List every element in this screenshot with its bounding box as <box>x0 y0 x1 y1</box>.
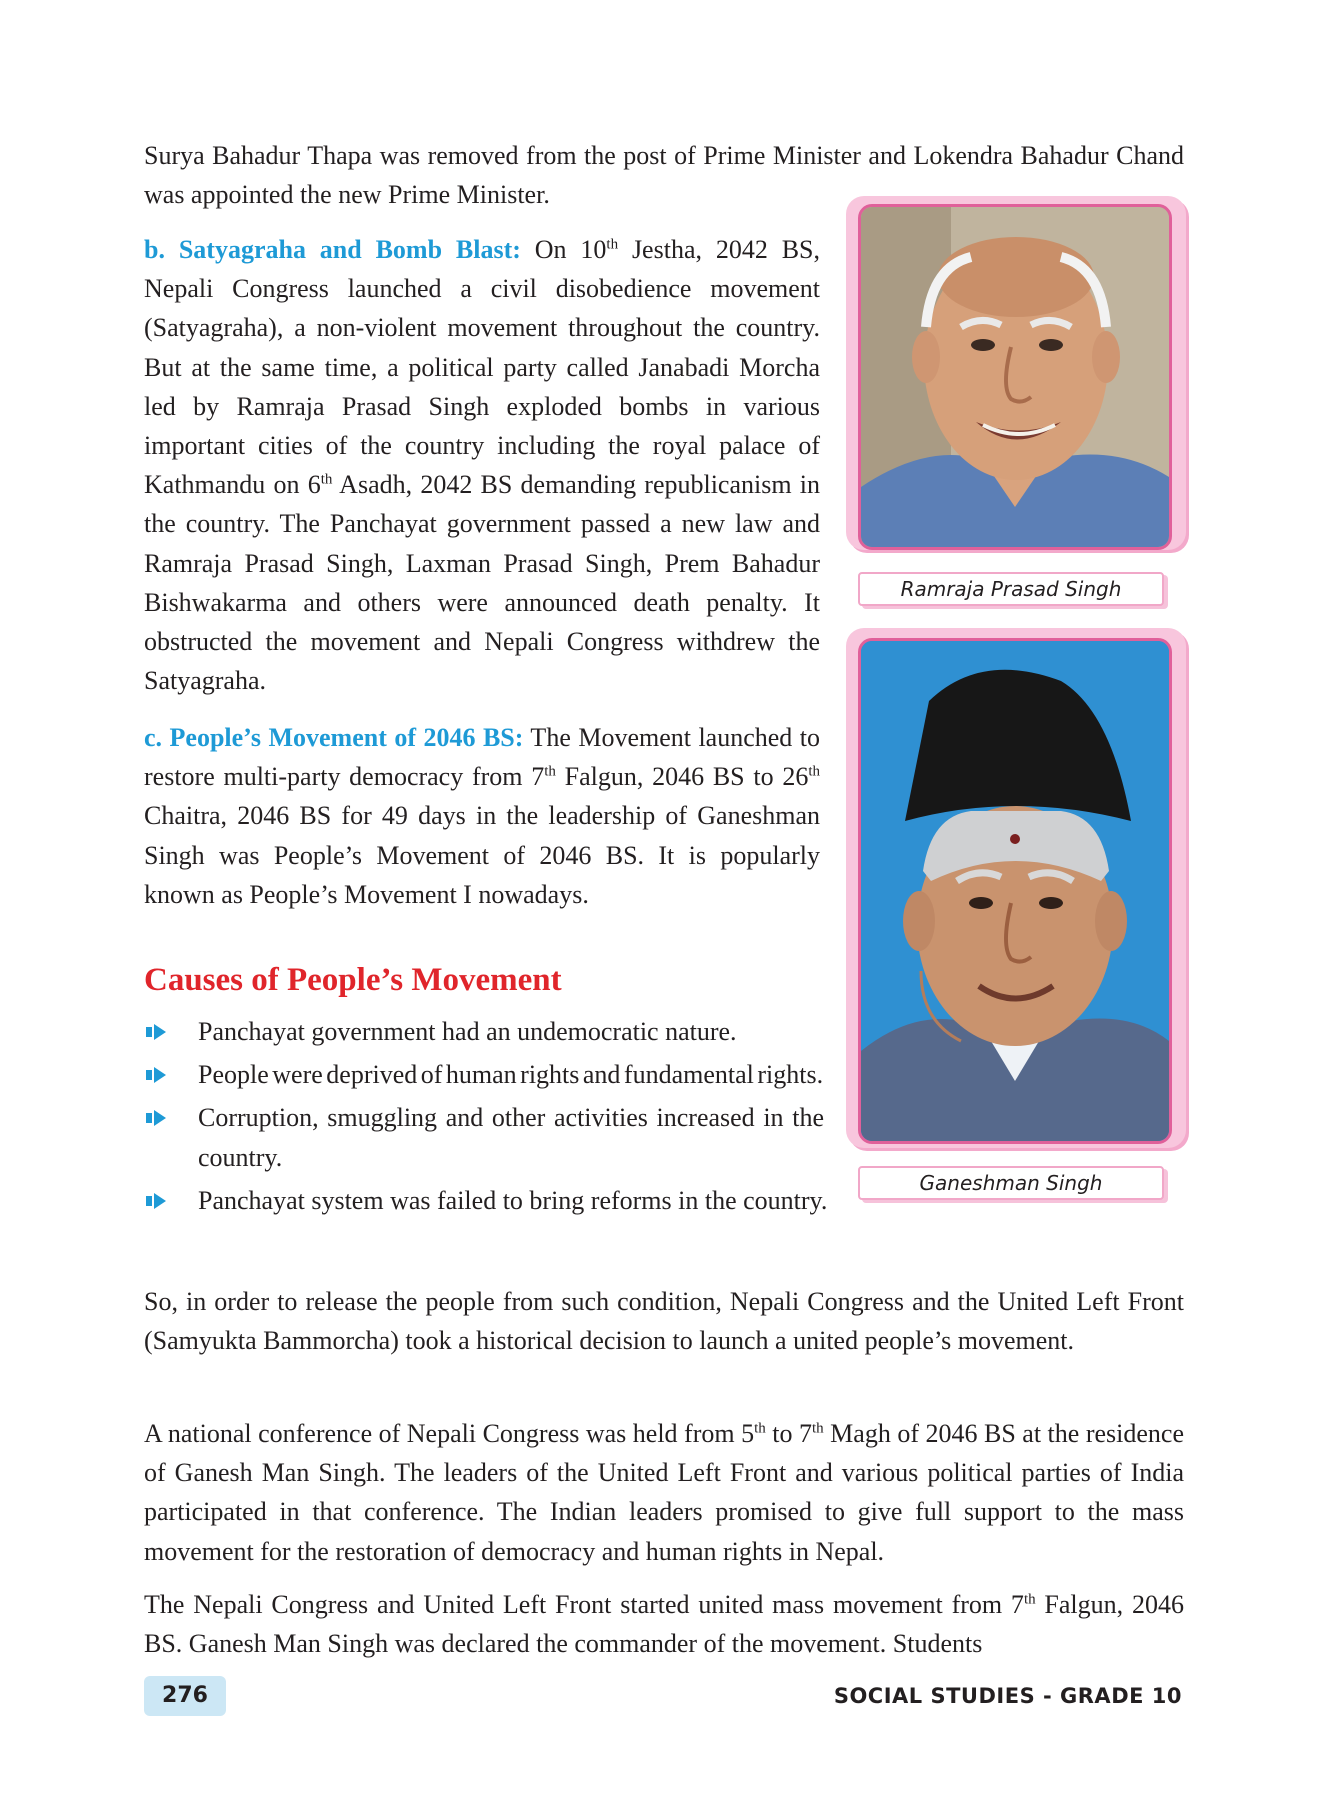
p2-text-2: to 7 <box>765 1419 812 1448</box>
p2-sup-2: th <box>812 1420 824 1437</box>
p3-sup-1: th <box>1023 1591 1036 1608</box>
pm-text-1: The Movement launched to restore multi-party democracy from 7 <box>144 723 821 792</box>
pm-text-2: Falgun, 2046 BS to 26 <box>555 762 809 792</box>
pm-sup-2: th <box>808 763 820 780</box>
cause-text: Panchayat government had an undemocratic nature. <box>198 1017 737 1046</box>
page-number: 276 <box>144 1676 226 1716</box>
causes-list <box>144 1012 828 1224</box>
arrow-bullet-icon <box>144 1066 170 1084</box>
ramraja-caption: Ramraja Prasad Singh <box>858 572 1164 606</box>
peoples-movement-paragraph <box>144 718 820 914</box>
paragraph-national-conference <box>144 1414 1184 1571</box>
satyagraha-text-3: Asadh, 2042 BS demanding republicanism in the country. The Panchayat government passed a new law and Ramraja Prasad Singh, Laxman Prasad Singh, Prem Bahadur Bishwakarma and others were announced death penalty. It obstructed the movement and Nepali Congress withdrew the Satyagraha. <box>144 470 821 696</box>
satyagraha-paragraph <box>144 230 820 700</box>
p2-text-3: Magh of 2046 BS at the residence of Ganesh Man Singh. The leaders of the United Left Front and various political parties of India participated in that conference. The Indian leaders promised to give full support to the mass movement for the restoration of democracy and human rights in Nepal. <box>144 1419 1184 1566</box>
paragraph-mass-movement <box>144 1585 1184 1663</box>
cause-text: Panchayat system was failed to bring reforms in the country. <box>198 1185 828 1215</box>
cause-text: Corruption, smuggling and other activities increased in the country. <box>198 1103 824 1172</box>
list-item <box>144 1012 824 1051</box>
pm-text-3: Chaitra, 2046 BS for 49 days in the leadership of Ganeshman Singh was People’s Movement of 2046 BS. It is popularly known as People’s Movement I nowadays. <box>144 801 820 909</box>
arrow-bullet-icon <box>144 1192 170 1210</box>
peoples-movement-heading: c. People’s Movement of 2046 BS: <box>144 723 524 752</box>
satyagraha-sup-2: th <box>320 471 333 488</box>
satyagraha-text-2: Jestha, 2042 BS, Nepali Congress launched a civil disobedience movement (Satyagraha), a non-violent movement throughout the country. But at the same time, a political party called Janabadi Morcha led by Ramraja Prasad Singh exploded bombs in various important cities of the country including the royal palace of Kathmandu on 6 <box>144 235 820 500</box>
satyagraha-heading: b. Satyagraha and Bomb Blast: <box>144 235 521 264</box>
ganeshman-caption: Ganeshman Singh <box>858 1166 1164 1200</box>
paragraph-united-movement: So, in order to release the people from such condition, Nepali Congress and the United Left Front (Samyukta Bammorcha) took a historical decision to launch a united people’s movement. <box>144 1287 1184 1356</box>
ganeshman-portrait-image <box>858 638 1172 1144</box>
causes-heading: Causes of People’s Movement <box>144 962 562 998</box>
arrow-bullet-icon <box>144 1023 170 1041</box>
ramraja-portrait-image <box>858 204 1172 550</box>
p2-sup-1: th <box>754 1420 766 1437</box>
arrow-bullet-icon <box>144 1109 170 1127</box>
book-title: SOCIAL STUDIES - GRADE 10 <box>833 1684 1182 1708</box>
pm-sup-1: th <box>544 763 556 780</box>
p3-text-2: Falgun, 2046 BS. Ganesh Man Singh was declared the commander of the movement. Students <box>144 1590 1184 1659</box>
list-item <box>144 1098 824 1176</box>
satyagraha-text-1: On 10 <box>520 235 607 264</box>
list-item <box>144 1055 824 1094</box>
p2-text-1: A national conference of Nepali Congress was held from 5 <box>144 1419 755 1448</box>
p3-text-1: The Nepali Congress and United Left Front started united mass movement from 7 <box>144 1590 1024 1619</box>
intro-paragraph: Surya Bahadur Thapa was removed from the post of Prime Minister and Lokendra Bahadur Chand was appointed the new Prime Minister. <box>144 141 1184 210</box>
satyagraha-sup-1: th <box>606 236 619 253</box>
cause-text: People were deprived of human rights and fundamental rights. <box>198 1060 824 1090</box>
